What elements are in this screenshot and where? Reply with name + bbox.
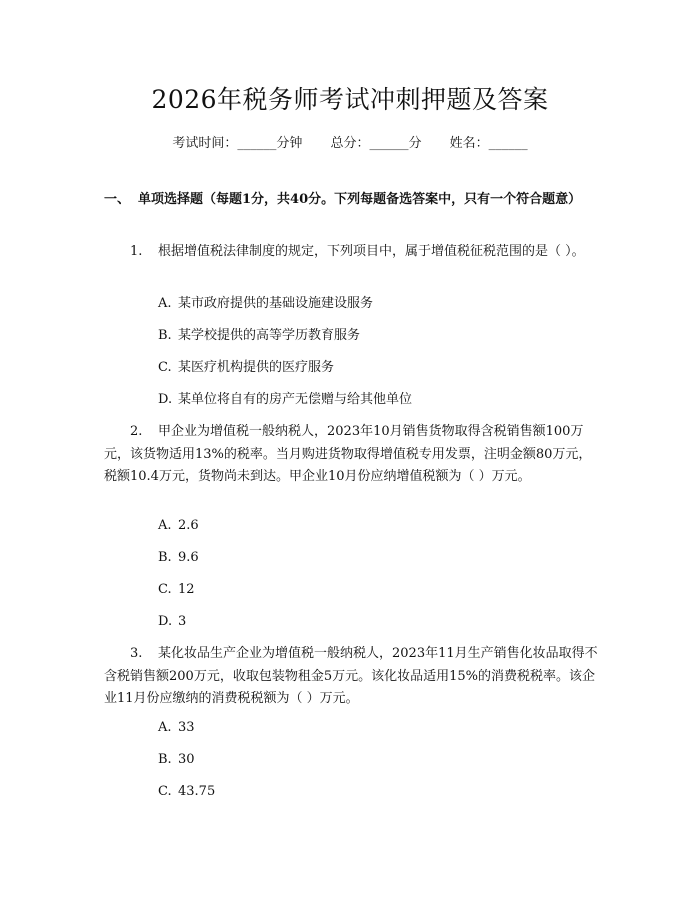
question-number: 3.: [130, 646, 143, 661]
question-3: [104, 643, 599, 711]
question-1-option-a: [158, 294, 373, 314]
name-field: 姓名：______: [449, 136, 528, 151]
option-text: 某单位将自有的房产无偿赠与给其他单位: [178, 392, 413, 407]
option-text: 30: [178, 752, 195, 767]
question-2-option-b: [158, 548, 199, 568]
section-number: 一、: [104, 192, 131, 207]
document-title: 2026年税务师考试冲刺押题及答案: [151, 85, 549, 114]
question-text: 某化妆品生产企业为增值税一般纳税人，2023年11月生产销售化妆品取得不含税销售额200万元，收取包装物租金5万元。该化妆品适用15%的消费税税率。该企业11月份应缴纳的消费税税额为（ ）万元。: [104, 646, 598, 706]
question-2-option-c: [158, 580, 195, 600]
question-number: 2.: [130, 424, 143, 439]
question-2-option-a: [158, 516, 199, 536]
option-label: D.: [158, 614, 173, 629]
question-3-option-a: [158, 718, 195, 738]
option-label: C.: [158, 784, 172, 799]
option-text: 43.75: [178, 784, 216, 799]
question-1-option-b: [158, 326, 360, 346]
option-text: 33: [178, 720, 195, 735]
question-number: 1.: [130, 244, 143, 259]
option-label: B.: [158, 752, 172, 767]
option-label: A.: [158, 296, 172, 311]
option-text: 3: [178, 614, 187, 629]
question-text: 甲企业为增值税一般纳税人，2023年10月销售货物取得含税销售额100万元，该货物适用13%的税率。当月购进货物取得增值税专用发票，注明金额80万元，税额10.4万元，货物尚未到达。甲企业10月份应纳增值税额为（ ）万元。: [104, 424, 592, 484]
option-label: C.: [158, 582, 172, 597]
option-text: 12: [178, 582, 195, 597]
question-1: [104, 241, 599, 264]
option-label: B.: [158, 550, 172, 565]
option-label: A.: [158, 518, 172, 533]
option-label: C.: [158, 360, 172, 375]
option-text: 2.6: [178, 518, 199, 533]
question-3-option-b: [158, 750, 195, 770]
question-1-option-c: [158, 358, 334, 378]
question-2: [104, 421, 599, 489]
option-label: D.: [158, 392, 173, 407]
option-label: A.: [158, 720, 172, 735]
question-text: 根据增值税法律制度的规定，下列项目中，属于增值税征税范围的是（ ）。: [158, 244, 585, 259]
option-text: 某市政府提供的基础设施建设服务: [178, 296, 374, 311]
question-2-option-d: [158, 612, 186, 632]
section-heading: [104, 189, 599, 211]
total-score-field: 总分：______分: [330, 136, 422, 151]
section-heading-text: 单项选择题（每题1分，共40分。下列每题备选答案中，只有一个符合题意）: [138, 192, 582, 207]
question-3-option-c: [158, 782, 215, 802]
exam-info-line: [0, 132, 700, 151]
option-text: 9.6: [178, 550, 199, 565]
option-label: B.: [158, 328, 172, 343]
option-text: 某学校提供的高等学历教育服务: [178, 328, 361, 343]
option-text: 某医疗机构提供的医疗服务: [178, 360, 335, 375]
exam-time-field: 考试时间：______分钟: [172, 136, 303, 151]
question-1-option-d: [158, 390, 412, 410]
